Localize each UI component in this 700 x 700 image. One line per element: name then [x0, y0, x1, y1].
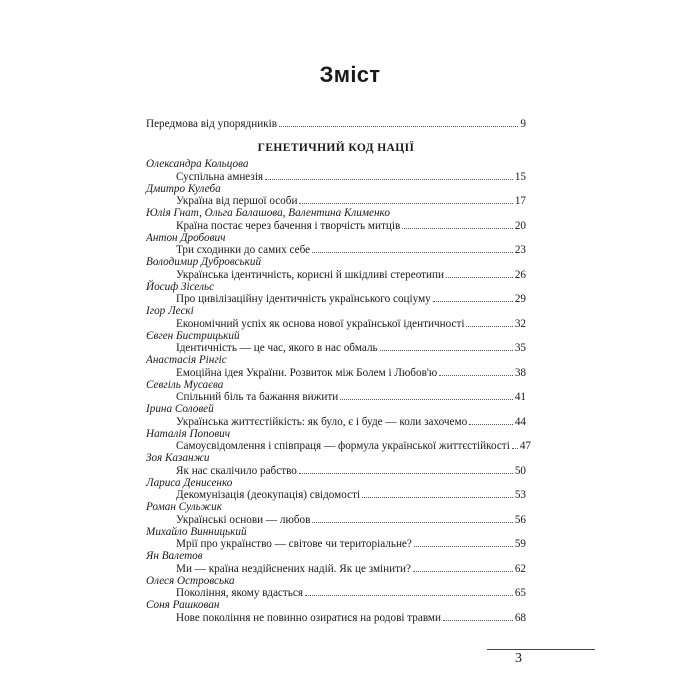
- dot-leader: [446, 269, 513, 278]
- dot-leader: [402, 220, 513, 229]
- dot-leader: [512, 440, 518, 449]
- toc-entry[interactable]: [146, 501, 526, 526]
- toc-page-number: 35: [514, 342, 526, 355]
- toc-entry-line[interactable]: [146, 318, 526, 330]
- dot-leader: [312, 244, 513, 253]
- toc-entry-title: Нове покоління не повинно озиратися на родові травми: [176, 611, 442, 624]
- footer-rule: [487, 649, 595, 650]
- toc-entry-line[interactable]: [146, 514, 526, 526]
- toc-entry-author: Антон Дробович: [146, 231, 226, 244]
- toc-entry[interactable]: [146, 403, 526, 428]
- toc-entry-author: Наталія Попович: [146, 427, 231, 440]
- toc-entry[interactable]: [146, 281, 526, 306]
- toc-page-number: 23: [514, 244, 526, 257]
- toc-page-number: 56: [514, 513, 526, 526]
- toc-page-number: 20: [514, 219, 526, 232]
- toc-entry-line[interactable]: [146, 367, 526, 379]
- dot-leader: [380, 342, 513, 351]
- toc-entry-line[interactable]: [146, 489, 526, 501]
- toc-entry-line[interactable]: [146, 440, 531, 453]
- toc-entry[interactable]: [146, 599, 526, 624]
- toc-entry[interactable]: [146, 477, 526, 502]
- toc-entry-title: Економічний успіх як основа нової української ідентичності: [176, 317, 465, 330]
- toc-entry-title: Декомунізація (деокупація) свідомості: [176, 489, 361, 502]
- page-title: Зміст: [319, 62, 381, 87]
- toc-entry-title: Українська життєстійкість: як було, є і буде — коли захочемо: [176, 415, 468, 428]
- toc-entry[interactable]: [146, 232, 526, 257]
- toc-page-number: 68: [514, 611, 526, 624]
- toc-entry-line[interactable]: [146, 587, 526, 599]
- toc-page-number: 62: [514, 562, 526, 575]
- toc-entry-line[interactable]: [146, 220, 526, 232]
- page-number: 3: [515, 651, 522, 666]
- toc-page-number: 26: [514, 268, 526, 281]
- toc-entry[interactable]: [146, 452, 526, 477]
- toc-entry-title: Самоусвідомлення і співпраця — формула української життєстійкості: [176, 440, 510, 453]
- toc-entry[interactable]: [146, 427, 531, 453]
- dot-leader: [443, 612, 513, 621]
- toc-entry-title: Передмова від упорядників: [146, 118, 278, 130]
- toc-page-number: 38: [514, 366, 526, 379]
- toc-entry-author: Михайло Винницький: [146, 525, 247, 538]
- toc-entry-line[interactable]: [146, 342, 526, 354]
- dot-leader: [299, 465, 513, 474]
- toc-page-number: 50: [514, 464, 526, 477]
- toc-page-number: 29: [514, 293, 526, 306]
- toc-page-number: 9: [520, 118, 526, 130]
- toc-entry-author: Володимир Дубровський: [146, 256, 262, 269]
- toc-entry-title: Україна від першої особи: [176, 195, 298, 208]
- dot-leader: [299, 195, 512, 204]
- dot-leader: [279, 118, 518, 127]
- dot-leader: [265, 171, 513, 180]
- toc-entry-title: Як нас скалічило рабство: [176, 464, 297, 477]
- toc-entry-author: Лариса Денисенко: [146, 476, 233, 489]
- toc-entry-title: Країна постає через бачення і творчість митців: [176, 219, 401, 232]
- toc-entry-author: Зоя Казанжи: [146, 452, 210, 465]
- dot-leader: [413, 563, 513, 572]
- toc-entry-author: Ян Валетов: [146, 550, 203, 563]
- toc-entry-line[interactable]: [146, 538, 526, 550]
- toc-entry-line[interactable]: [146, 195, 526, 207]
- toc-entry-title: Українські основи — любов: [176, 513, 311, 526]
- toc-page-number: 59: [514, 538, 526, 551]
- toc-entry[interactable]: [146, 575, 526, 600]
- toc-preface[interactable]: [146, 118, 526, 130]
- toc-entry-line[interactable]: [146, 171, 526, 183]
- section-heading: ГЕНЕТИЧНИЙ КОД НАЦІЇ: [257, 142, 415, 155]
- toc-entry-title: Мрії про українство — світове чи територіальне?: [176, 538, 412, 551]
- toc-entry-title: Ідентичність — це час, якого в нас обмаль: [176, 342, 378, 355]
- toc-entry-author: Соня Рашкован: [146, 599, 220, 612]
- dot-leader: [340, 391, 513, 400]
- toc-entry[interactable]: [146, 183, 526, 208]
- dot-leader: [466, 318, 512, 327]
- dot-leader: [439, 367, 513, 376]
- toc-page-number: 53: [514, 489, 526, 502]
- toc-entry-line[interactable]: [146, 416, 526, 428]
- toc-entry-line[interactable]: [146, 612, 526, 624]
- toc-entry[interactable]: [146, 379, 526, 404]
- toc-entry[interactable]: [146, 305, 526, 330]
- toc-entry-author: Анастасія Рінгіс: [146, 354, 227, 367]
- toc-entry-author: Ігор Лескі: [146, 305, 194, 318]
- toc-page-number: 15: [514, 170, 526, 183]
- toc-entry-author: Олеся Островська: [146, 574, 235, 587]
- dot-leader: [362, 489, 513, 498]
- toc-entry-line[interactable]: [146, 293, 526, 305]
- toc-entry[interactable]: [146, 354, 526, 379]
- toc-entry[interactable]: [146, 207, 526, 232]
- toc-entry[interactable]: [146, 158, 526, 183]
- toc-entry[interactable]: [146, 550, 526, 575]
- toc-entry-author: Дмитро Кулеба: [146, 182, 221, 195]
- dot-leader: [312, 514, 512, 523]
- toc-entry[interactable]: [146, 256, 526, 281]
- dot-leader: [469, 416, 513, 425]
- toc-entry-title: Покоління, якому вдасться: [176, 587, 303, 600]
- toc-entry-author: Роман Сульжик: [146, 501, 223, 514]
- toc-entry-title: Спільний біль та бажання вижити: [176, 391, 339, 404]
- toc-entry-title: Ми — країна нездійснених надій. Як це змінити?: [176, 562, 411, 575]
- toc-entry-author: Ірина Соловей: [146, 403, 214, 416]
- toc-entry-author: Євген Бистрицький: [146, 329, 240, 342]
- toc-entry-title: Про цивілізаційну ідентичність українського соціуму: [176, 293, 431, 306]
- toc-page-number: 17: [514, 195, 526, 208]
- toc-page-number: 32: [514, 317, 526, 330]
- toc-entry-title: Емоційна ідея України. Розвиток між Болем і Любов'ю: [176, 366, 438, 379]
- toc-entry-title: Суспільна амнезія: [176, 170, 264, 183]
- toc-entries: [146, 158, 531, 624]
- toc-entry-author: Севгіль Мусаєва: [146, 378, 224, 391]
- dot-leader: [414, 538, 513, 547]
- toc-entry-line[interactable]: [146, 465, 526, 477]
- toc-entry-title: Три сходинки до самих себе: [176, 244, 311, 257]
- dot-leader: [433, 293, 513, 302]
- toc-entry[interactable]: [146, 526, 526, 551]
- toc-entry-line[interactable]: [146, 391, 526, 403]
- toc-entry-line[interactable]: [146, 563, 526, 575]
- toc-page-number: 65: [514, 587, 526, 600]
- table-of-contents: [146, 118, 531, 624]
- toc-entry[interactable]: [146, 330, 526, 355]
- toc-page-number: 47: [519, 440, 531, 453]
- toc-entry-line[interactable]: [146, 269, 526, 281]
- toc-page-number: 41: [514, 391, 526, 404]
- toc-entry-title: Українська ідентичність, корисні й шкідливі стереотипи: [176, 268, 444, 281]
- toc-entry-author: Юлія Гнат, Ольга Балашова, Валентина Клименко: [146, 207, 390, 220]
- toc-entry-author: Олександра Кольцова: [146, 158, 249, 171]
- dot-leader: [305, 587, 513, 596]
- toc-entry-line[interactable]: [146, 244, 526, 256]
- toc-entry-author: Йосиф Зісельс: [146, 280, 215, 293]
- toc-page-number: 44: [514, 415, 526, 428]
